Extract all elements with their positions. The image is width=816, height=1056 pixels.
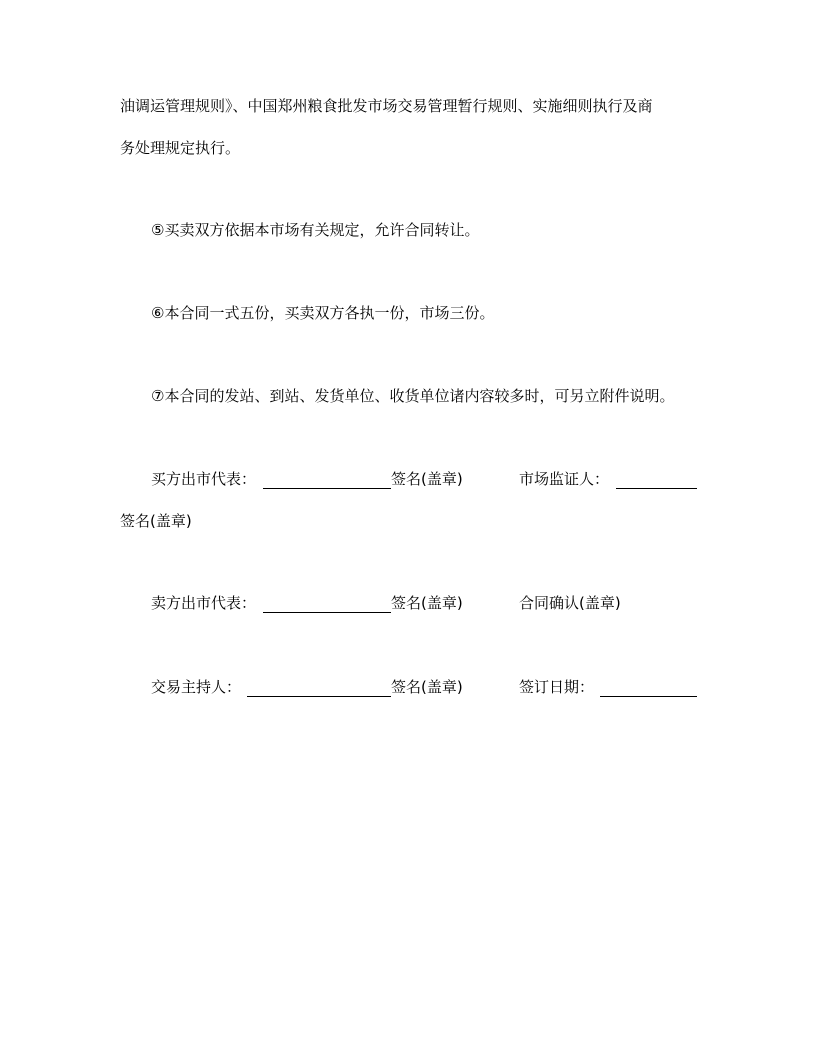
- buyer-rep-label: 买方出市代表：: [151, 470, 257, 488]
- host-sign-label: 签名(盖章): [391, 678, 463, 696]
- seller-rep-blank[interactable]: [263, 593, 391, 613]
- seller-rep-label: 卖方出市代表：: [151, 594, 257, 612]
- host-blank[interactable]: [247, 677, 391, 697]
- clause-5: ⑤买卖双方依据本市场有关规定，允许合同转让。: [151, 221, 480, 239]
- paragraph-line: 务处理规定执行。: [120, 139, 241, 157]
- paragraph-line: 油调运管理规则》、中国郑州粮食批发市场交易管理暂行规则、实施细则执行及商: [120, 97, 653, 115]
- supervisor-sign-label: 签名(盖章): [120, 512, 192, 530]
- clause-6: ⑥本合同一式五份，买卖双方各执一份，市场三份。: [151, 304, 495, 322]
- buyer-sign-label: 签名(盖章): [391, 470, 463, 488]
- sign-date-blank[interactable]: [600, 677, 697, 697]
- market-supervisor-blank[interactable]: [616, 469, 697, 489]
- seller-sign-label: 签名(盖章): [391, 594, 463, 612]
- sign-date-label: 签订日期：: [519, 678, 595, 696]
- market-supervisor-label: 市场监证人：: [519, 470, 610, 488]
- buyer-rep-blank[interactable]: [263, 469, 391, 489]
- clause-7: ⑦本合同的发站、到站、发货单位、收货单位诸内容较多时，可另立附件说明。: [151, 387, 675, 405]
- contract-confirm-label: 合同确认(盖章): [519, 594, 621, 612]
- host-label: 交易主持人：: [151, 678, 242, 696]
